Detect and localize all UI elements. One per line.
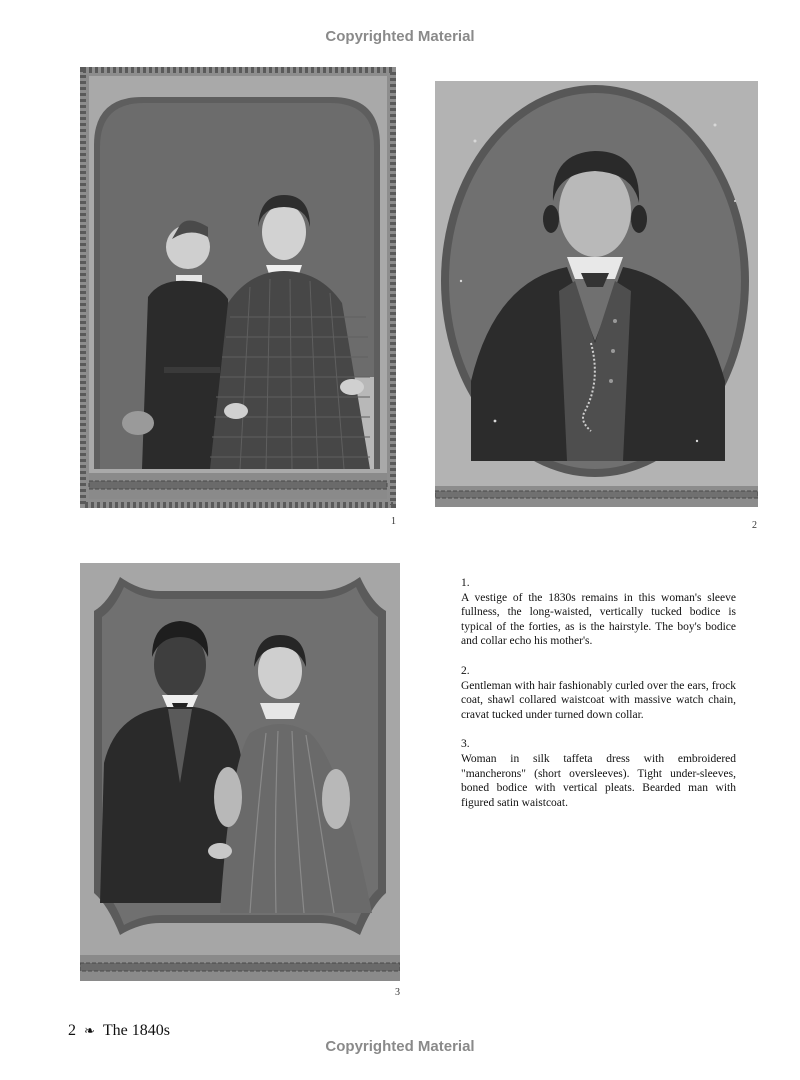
caption-1 <box>461 576 736 649</box>
caption-text: Woman in silk taffeta dress with embroidered "mancherons" (short oversleeves). Tight under-sleeves, boned bodice with vertical pleats. Bearded man with figured satin waistcoat. <box>461 752 736 809</box>
caption-number: 3. <box>461 738 470 751</box>
captions-block <box>461 576 736 825</box>
plate-number-3: 3 <box>395 987 400 998</box>
watermark-bottom: Copyrighted Material <box>325 1038 475 1055</box>
caption-text: A vestige of the 1830s remains in this woman's sleeve fullness, the long-waisted, vertically tucked bodice is typical of the forties, as is the hairstyle. The boy's bodice and collar echo his mother's. <box>461 591 736 648</box>
caption-text: Gentleman with hair fashionably curled over the ears, frock coat, shawl collared waistcoat with massive watch chain, cravat tucked under turned down collar. <box>461 679 736 721</box>
caption-number: 2. <box>461 664 470 677</box>
caption-3 <box>461 737 736 810</box>
photo-couple <box>80 563 400 981</box>
photo-mother-and-child <box>80 67 396 508</box>
running-title: The 1840s <box>102 1022 171 1039</box>
watermark-top: Copyrighted Material <box>325 28 475 45</box>
plate-number-1: 1 <box>391 516 396 527</box>
fleuron-ornament-icon: ❧ <box>84 1023 95 1038</box>
page-number: 2 <box>68 1022 76 1039</box>
caption-2 <box>461 664 736 722</box>
plate-number-2: 2 <box>752 520 757 531</box>
photo-gentleman <box>435 81 758 507</box>
caption-number: 1. <box>461 577 470 589</box>
